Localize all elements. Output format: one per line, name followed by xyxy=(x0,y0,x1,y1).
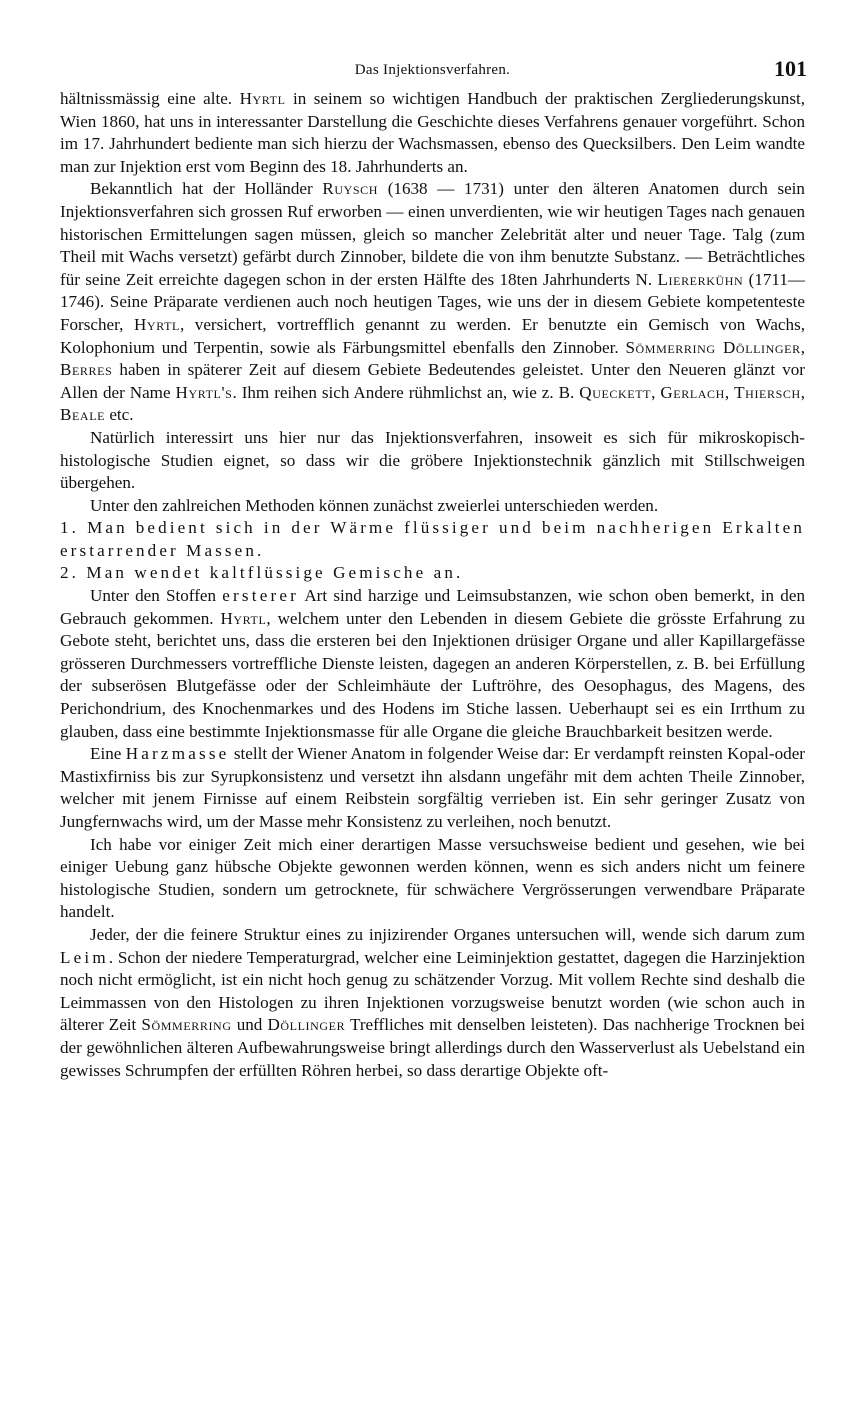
author-name: Hyrtl xyxy=(220,608,267,628)
paragraph-1: hältnissmässig eine alte. Hyrtl in seinem so wichtigen Handbuch der praktischen Zergliederungskunst, Wien 1860, hat uns in interessanter Darstellung die Geschichte dieses Verfahrens genauer vorgeführt. Schon im 17. Jahrhundert bediente man sich hierzu der Wachsmassen, ebenso des Quecksilbers. Den Leim wandte man zur Injektion erst vom Beginn des 18. Jahrhunderts an. xyxy=(60,89,806,176)
list-item-2: 2. Man wendet kaltflüssige Gemische an. xyxy=(60,563,464,583)
emphasis-spaced: Harzmasse xyxy=(125,744,230,764)
author-name: Hyrtl xyxy=(239,89,286,108)
paragraph-2: Bekanntlich hat der Holländer Ruysch (1638 — 1731) unter den älteren Anatomen durch sein Injektionsverfahren sich grossen Ruf erworben — einen unverdienten, wie wir heutigen Tages nach genauen historischen Ermittelungen sagen müssen, gleich so mancher Zelebrität alter und neuer Tage. Talg (zum Theil mit Wachs versetzt) gefärbt durch Zinnober, bildete die von ihm benutzte Substanz. — Beträchtliches für seine Zeit erreichte dagegen schon in der ersten Hälfte des 18ten Jahrhunderts N. Liererkühn (1711—1746). Seine Präparate verdienen auch noch heutigen Tages, wie uns der in diesem Gebiete kompetenteste Forscher, Hyrtl, versichert, vortrefflich genannt zu werden. Er benutzte ein Gemisch von Wachs, Kolophonium und Terpentin, sowie als Färbungsmittel ebenfalls den Zinnober. Sömmerring Döllinger, Berres haben in späterer Zeit auf diesem Gebiete Bedeutendes geleistet. Unter den Neueren glänzt vor Allen der Name Hyrtl's. Ihm reihen sich Andere rühmlichst an, wie z. B. Queckett, Gerlach, Thiersch, Beale etc. xyxy=(60,179,806,425)
page-number: 101 xyxy=(774,56,807,81)
author-name: Ruysch xyxy=(322,179,379,199)
author-name: Queckett xyxy=(579,382,652,402)
author-name: Berres xyxy=(60,360,113,380)
running-title: Das Injektionsverfahren. xyxy=(354,62,511,78)
author-name: Sömmerring Döllinger xyxy=(625,337,801,357)
paragraph-8: Jeder, der die feinere Struktur eines zu injizirender Organes untersuchen will, wende sich darum zum Leim. Schon der niedere Temperaturgrad, welcher eine Leiminjektion gestattet, dagegen die Harzinjektion noch nicht ermöglicht, ist ein nicht hoch genug zu schätzender Vorzug. Mit vollem Rechte sind deshalb die Leimmassen von den Histologen zu ihren Injektionen vorzugsweise benutzt worden (wie schon auch in älterer Zeit Sömmerring und Döllinger Treffliches mit denselben leisteten). Das nachherige Trocknen bei der gewöhnlichen älteren Aufbewahrungsweise bringt allerdings durch den Wasserverlust als Uebelstand ein gewisses Schrumpfen der erfüllten Röhren herbei, so dass derartige Objekte oft- xyxy=(60,924,805,1080)
author-name: Beale xyxy=(60,405,106,425)
author-name: Sömmerring xyxy=(141,1015,232,1035)
list-item-1: 1. Man bedient sich in der Wärme flüssiger und beim nachherigen Erkalten erstarrender Massen. xyxy=(60,518,805,560)
paragraph-5: Unter den Stoffen ersterer Art sind harzige und Leimsubstanzen, wie schon oben bemerkt, in den Gebrauch gekommen. Hyrtl, welchem unter den Lebenden in diesem Gebiete die grösste Erfahrung zu Gebote steht, berichtet uns, dass die ersteren bei den Injektionen drüsiger Organe und aller Kapillargefässe grösseren Durchmessers vortreffliche Dienste leisten, dagegen an anderen Körperstellen, z. B. bei Erfüllung der subserösen Blutgefässe oder der Schleimhäute der Luftröhre, des Oesophagus, des Magens, des Perichondrium, des Knochenmarkes und des Hodens im Stiche lassen. Ueberhaupt sei es ein Irrthum zu glauben, dass eine bestimmte Injektionsmasse für alle Organe die gleiche Brauchbarkeit besitzen werde. xyxy=(60,586,805,741)
paragraph-3: Natürlich interessirt uns hier nur das Injektionsverfahren, insoweit es sich für mikroskopisch-histologische Studien eignet, so dass wir die gröbere Injektionstechnik gänzlich mit Stillschweigen übergehen. xyxy=(60,427,805,493)
paragraph-6: Eine Harzmasse stellt der Wiener Anatom in folgender Weise dar: Er verdampft reinsten Kopal-oder Mastixfirniss bis zur Syrupkonsistenz und versetzt ihn alsdann ungefähr mit dem achten Theile Zinnober, welcher mit jenem Firnisse auf einem Reibstein sorgfältig verrieben ist. Ein sehr geringer Zusatz von Jungfernwachs wird, um der Masse mehr Konsistenz zu verleihen, noch benutzt. xyxy=(60,744,805,831)
author-name: Döllinger xyxy=(267,1015,346,1035)
author-name: Hyrtl xyxy=(133,314,180,334)
author-name: Thiersch xyxy=(734,382,801,402)
paragraph-4: Unter den zahlreichen Methoden können zunächst zweierlei unterschieden werden. xyxy=(90,495,659,515)
emphasis-spaced: Leim xyxy=(60,947,109,967)
book-page xyxy=(60,52,805,1082)
author-name: Hyrtl's xyxy=(175,382,233,402)
emphasis-spaced: ersterer xyxy=(222,586,300,606)
running-header xyxy=(60,52,805,88)
paragraph-7: Ich habe vor einiger Zeit mich einer derartigen Masse versuchsweise bedient und gesehen, wie bei einiger Uebung ganz hübsche Objekte gewonnen werden können, wenn es sich anders nicht um feinere histologische Studien, sondern um getrocknete, für schwächere Vergrösserungen verwendbare Präparate handelt. xyxy=(60,834,805,922)
author-name: Liererkühn xyxy=(657,269,744,289)
author-name: Gerlach xyxy=(660,382,725,402)
body-text xyxy=(60,88,805,1082)
